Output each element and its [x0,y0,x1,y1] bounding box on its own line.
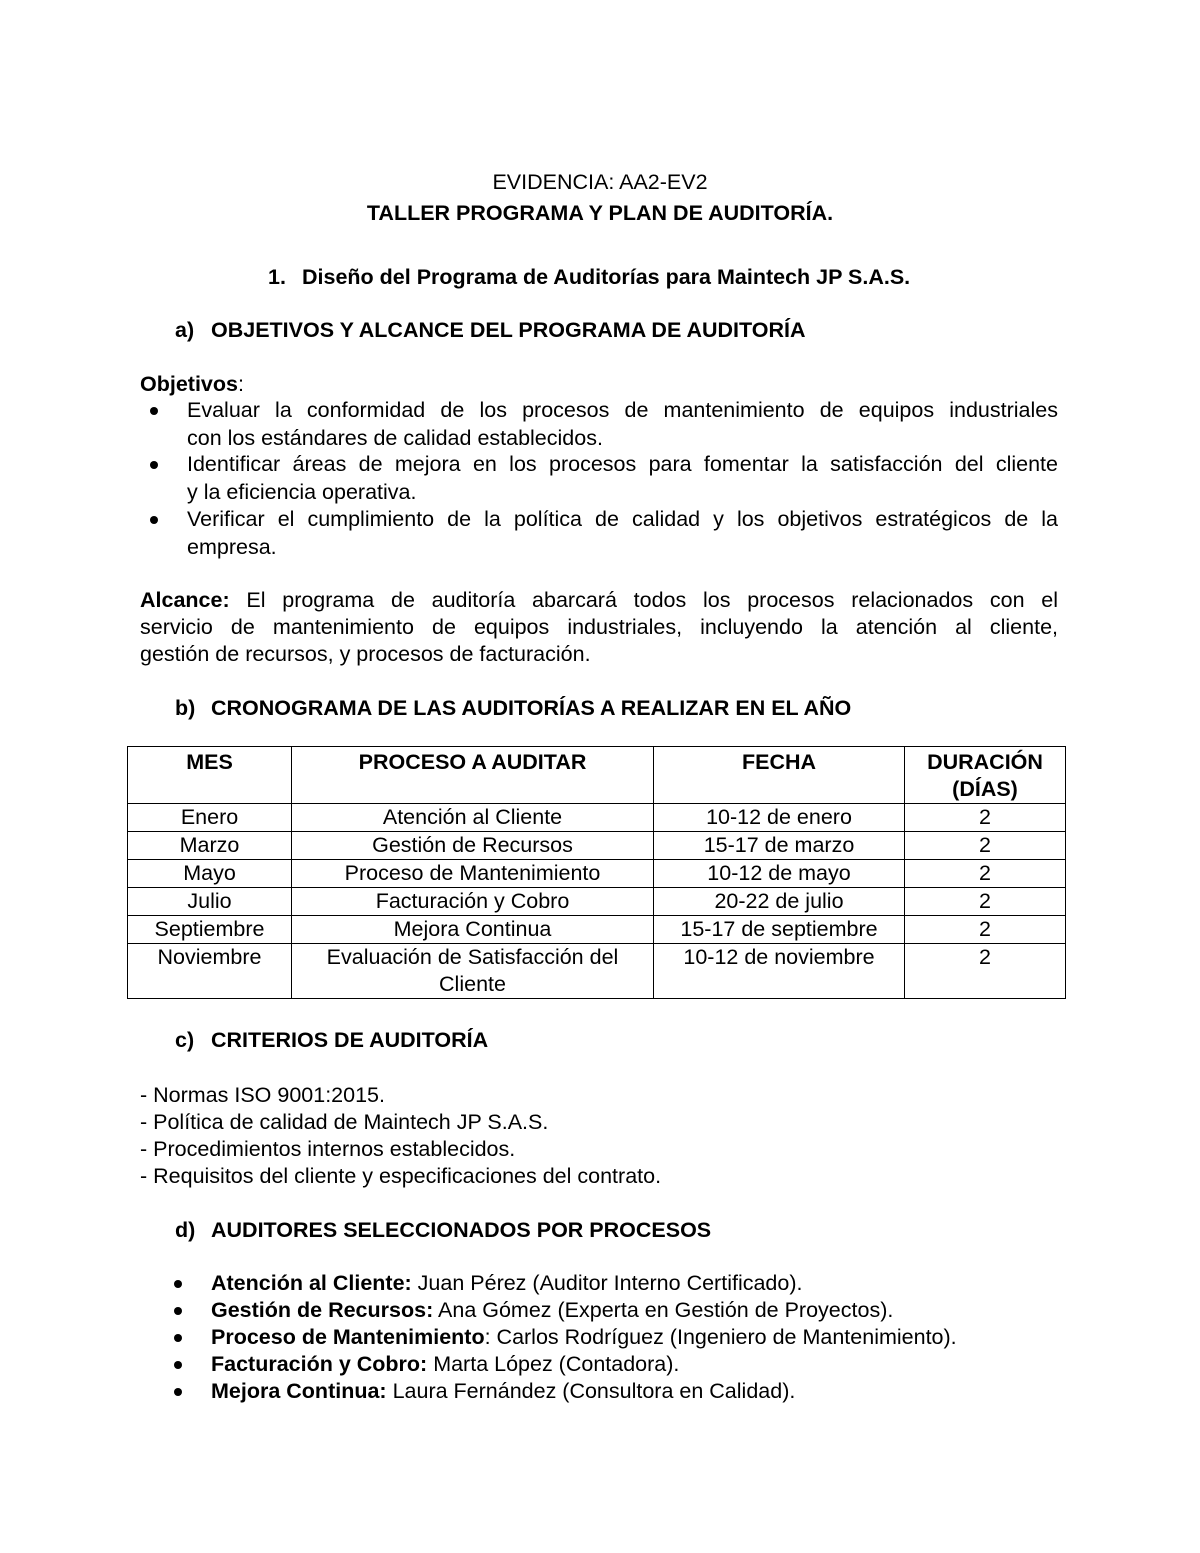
bullet-icon [174,1361,182,1369]
auditor-process: Facturación y Cobro: [211,1352,428,1376]
table-row [128,860,1066,888]
scope-label: Alcance: [140,588,230,612]
cell-date: 15-17 de septiembre [654,916,905,944]
duration-unit: (DÍAS) [952,777,1018,801]
bullet-icon [174,1307,182,1315]
cell-process: Gestión de Recursos [292,832,654,860]
cell-duration: 2 [905,916,1066,944]
col-header-month: MES [128,747,292,804]
col-header-duration [905,747,1066,804]
section-d-letter: d) [175,1218,196,1242]
cell-process [292,944,654,999]
cell-month: Mayo [128,860,292,888]
cell-duration: 2 [905,832,1066,860]
section-b-letter: b) [175,696,196,720]
table-row [128,888,1066,916]
cell-date: 15-17 de marzo [654,832,905,860]
cell-month: Enero [128,804,292,832]
cell-duration: 2 [905,804,1066,832]
cell-month: Marzo [128,832,292,860]
table-row [128,944,1066,999]
cell-process: Facturación y Cobro [292,888,654,916]
cell-month: Septiembre [128,916,292,944]
auditor-process: Mejora Continua: [211,1379,387,1403]
objective-1-line-1: Evaluar la conformidad de los procesos de mantenimiento de equipos industriales [187,398,1058,422]
objectives-heading [140,372,244,397]
objectives-label: Objetivos [140,372,238,396]
criteria-item: - Requisitos del cliente y especificaciones del contrato. [140,1164,662,1188]
bullet-icon [150,407,158,415]
cell-date: 10-12 de mayo [654,860,905,888]
cell-month: Noviembre [128,944,292,999]
criteria-item: - Normas ISO 9001:2015. [140,1083,385,1107]
duration-label: DURACIÓN [927,750,1043,774]
section-c-title: CRITERIOS DE AUDITORÍA [211,1028,489,1052]
auditor-process: Gestión de Recursos: [211,1298,434,1322]
criteria-item: - Procedimientos internos establecidos. [140,1137,516,1161]
objective-3-line-2: empresa. [187,535,277,559]
cell-date: 10-12 de noviembre [654,944,905,999]
cell-process-line-2: Cliente [439,972,506,996]
auditor-process: Atención al Cliente: [211,1271,412,1295]
auditor-person: : Carlos Rodríguez (Ingeniero de Mantenimiento). [484,1325,957,1349]
criteria-item: - Política de calidad de Maintech JP S.A.S. [140,1110,549,1134]
auditor-item [211,1379,795,1404]
bullet-icon [174,1388,182,1396]
section-1-title: Diseño del Programa de Auditorías para Maintech JP S.A.S. [302,265,911,289]
objective-2-line-1: Identificar áreas de mejora en los procesos para fomentar la satisfacción del cliente [187,452,1058,476]
section-1-number: 1. [268,265,286,289]
scope-text-1: El programa de auditoría abarcará todos los procesos relacionados con el [246,588,1058,612]
bullet-icon [174,1334,182,1342]
col-header-date: FECHA [654,747,905,804]
auditor-person: Ana Gómez (Experta en Gestión de Proyectos). [433,1298,894,1322]
bullet-icon [150,516,158,524]
bullet-icon [174,1280,182,1288]
bullet-icon [150,461,158,469]
objective-1-line-2: con los estándares de calidad establecidos. [187,426,603,450]
table-row [128,832,1066,860]
objective-3-line-1: Verificar el cumplimiento de la política de calidad y los objetivos estratégicos de la [187,507,1058,531]
audit-schedule-table [127,746,1066,999]
document-title: TALLER PROGRAMA Y PLAN DE AUDITORÍA. [366,201,834,225]
cell-date: 20-22 de julio [654,888,905,916]
section-d-title: AUDITORES SELECCIONADOS POR PROCESOS [211,1218,712,1242]
cell-process-line-1: Evaluación de Satisfacción del [326,945,619,969]
scope-line-2: servicio de mantenimiento de equipos industriales, incluyendo la atención al cliente, [140,615,1058,639]
objective-2-line-2: y la eficiencia operativa. [187,480,417,504]
auditor-process: Proceso de Mantenimiento [211,1325,485,1349]
section-b-title: CRONOGRAMA DE LAS AUDITORÍAS A REALIZAR EN EL AÑO [211,696,852,720]
auditor-person: Marta López (Contadora). [427,1352,680,1376]
table-row [128,804,1066,832]
auditor-person: Laura Fernández (Consultora en Calidad). [386,1379,796,1403]
auditor-item [211,1352,679,1377]
auditor-item [211,1271,802,1296]
cell-process: Atención al Cliente [292,804,654,832]
section-a-letter: a) [175,318,195,342]
evidence-code: EVIDENCIA: AA2-EV2 [492,170,708,194]
section-c-letter: c) [175,1028,195,1052]
auditor-item [211,1325,957,1350]
cell-process: Proceso de Mantenimiento [292,860,654,888]
scope-line-3: gestión de recursos, y procesos de facturación. [140,642,591,666]
cell-month: Julio [128,888,292,916]
cell-process: Mejora Continua [292,916,654,944]
auditor-item [211,1298,893,1323]
table-row [128,916,1066,944]
auditor-person: Juan Pérez (Auditor Interno Certificado). [411,1271,803,1295]
cell-duration: 2 [905,888,1066,916]
table-header-row [128,747,1066,804]
cell-date: 10-12 de enero [654,804,905,832]
scope-line-1 [140,588,1058,613]
objectives-colon: : [237,372,244,396]
col-header-process: PROCESO A AUDITAR [292,747,654,804]
section-a-title: OBJETIVOS Y ALCANCE DEL PROGRAMA DE AUDITORÍA [211,318,806,342]
cell-duration: 2 [905,944,1066,999]
cell-duration: 2 [905,860,1066,888]
